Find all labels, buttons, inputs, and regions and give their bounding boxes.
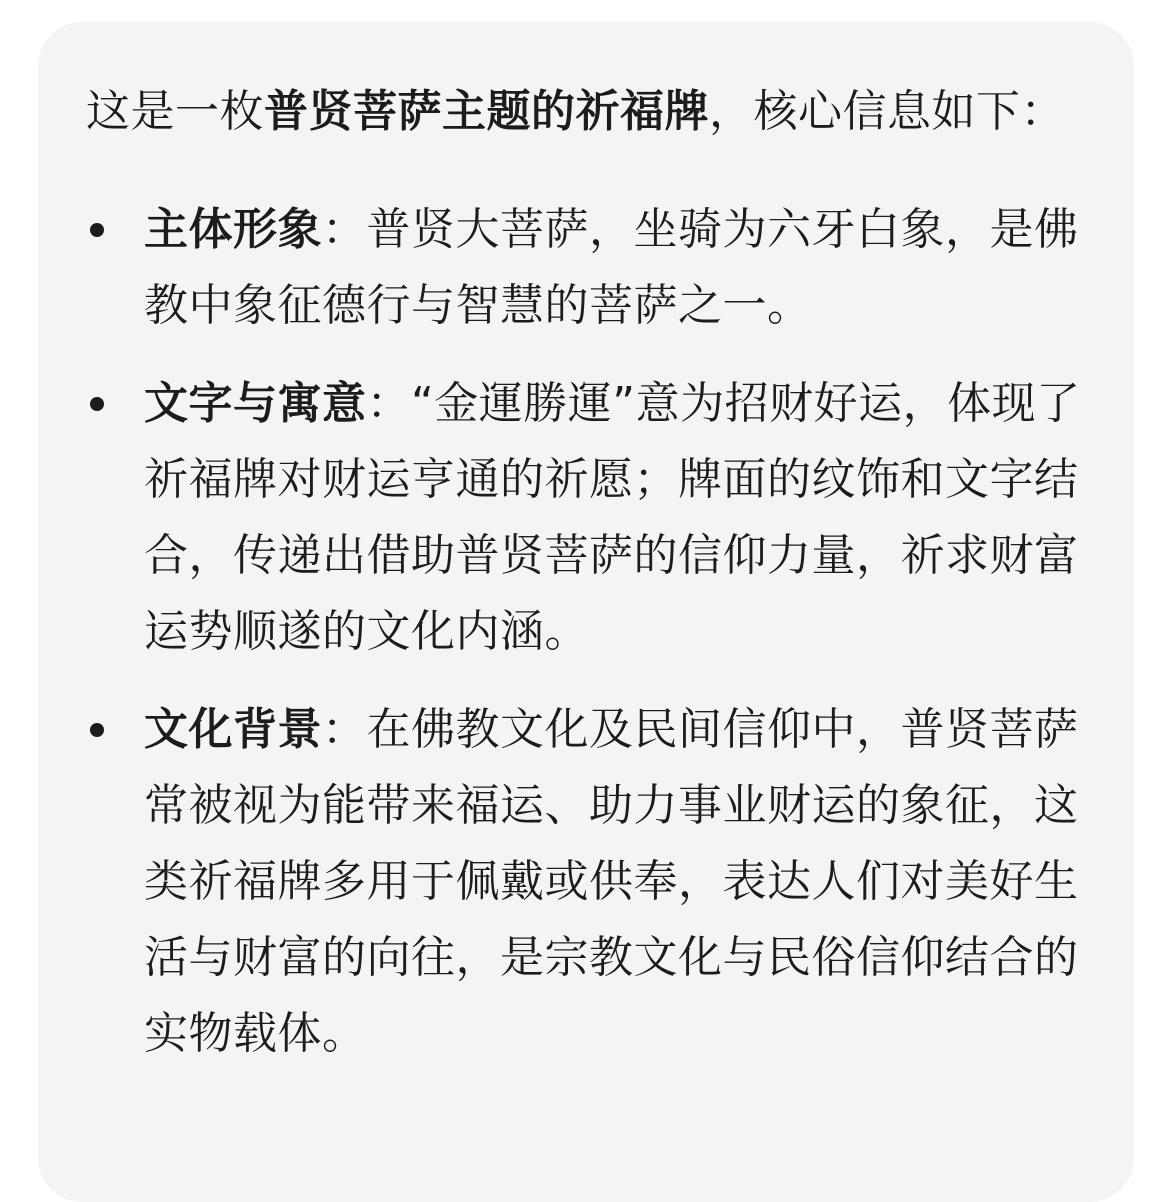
list-item-body: ：在佛教文化及民间信仰中，普贤菩萨常被视为能带来福运、助力事业财运的象征，这类祈福牌多用于佩戴或供奉，表达人们对美好生活与财富的向往，是宗教文化与民俗信仰结合的实物载体。	[144, 704, 1079, 1059]
intro-suffix: ，核心信息如下：	[709, 86, 1065, 137]
intro-bold-text: 普贤菩萨主题的祈福牌	[264, 86, 709, 137]
list-item-title: 文字与寓意	[144, 378, 367, 429]
message-bubble	[38, 22, 1134, 1202]
bullet-icon	[90, 223, 104, 237]
list-item	[86, 692, 1104, 1072]
bullet-icon	[90, 723, 104, 737]
intro-text	[86, 74, 1076, 150]
list-item	[86, 366, 1104, 670]
bullet-list	[86, 192, 1081, 1072]
list-item-title: 文化背景	[144, 704, 322, 755]
list-item-body: ：“金運勝運”意为招财好运，体现了祈福牌对财运亨通的祈愿；牌面的纹饰和文字结合，传递出借助普贤菩萨的信仰力量，祈求财富运势顺遂的文化内涵。	[144, 378, 1081, 657]
list-item	[86, 192, 1104, 344]
bullet-icon	[90, 397, 104, 411]
list-item-title: 主体形象	[144, 204, 322, 255]
list-item-body: ：普贤大菩萨，坐骑为六牙白象，是佛教中象征德行与智慧的菩萨之一。	[144, 204, 1079, 331]
intro-prefix: 这是一枚	[86, 86, 264, 137]
